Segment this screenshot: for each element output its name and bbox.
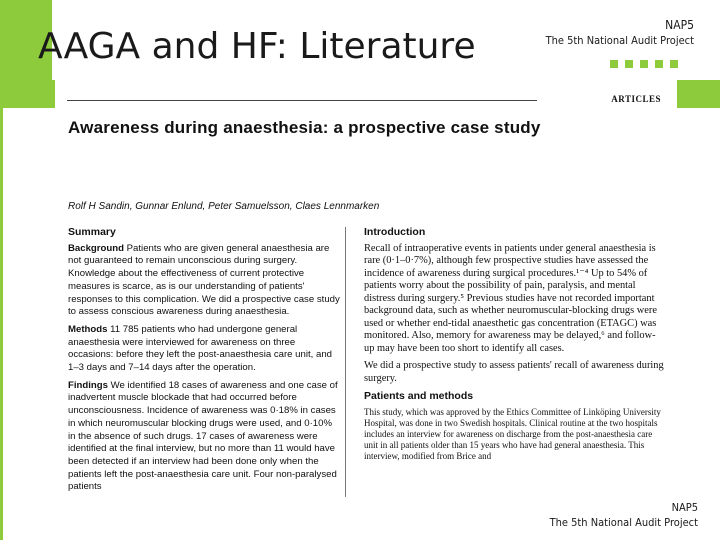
patients-methods-text: This study, which was approved by the Ethics Committee of Linköping University Hospital, was done in two Swedish hospitals. Clinical routine at the two hospitals includes an interview for awareness on discharge from the post-anaesthesia care unit in all patients older than 15 years who have had general anaesthesia. This interview, modified from Brice and <box>364 406 661 461</box>
logo-square-icon <box>640 60 648 68</box>
article-section-label: ARTICLES <box>611 94 661 104</box>
introduction-para1: Recall of intraoperative events in patients under general anaesthesia is rare (0·1–0·7%), although few prospective studies have assessed the incidence of awareness during surgical procedures.¹⁻⁴ Up to 54% of patients worry about the possibility of pain, paralysis, and mental distress during surgery.⁵ Previous studies have not recorded important background data, such as whether neuromuscular-blocking drugs were used or whether end-tidal anaesthetic gas concentration (ETAGC) was monitored. Also, memory for awareness may be delayed,⁶ and follow-up may have been too short to identify all cases. <box>364 242 657 354</box>
logo-square-icon <box>625 60 633 68</box>
footer-nap5-subtitle: The 5th National Audit Project <box>549 516 698 529</box>
footer-nap5 <box>550 500 698 530</box>
background-text: Patients who are given general anaesthesia are not guaranteed to remain unconscious during surgery. Knowledge about the effectiveness of current protective measures is scarce, as is our understanding of patients' responses to this complication. We did a prospective case study to assess conscious awareness during anaesthesia. <box>68 242 340 318</box>
summary-background <box>68 243 340 319</box>
nap5-logo-squares <box>610 60 678 68</box>
introduction-heading: Introduction <box>364 226 426 238</box>
findings-text: We identified 18 cases of awareness and one case of inadvertent muscle blockade that had occurred before unconsciousness. Incidence of awareness was 0·18% in cases in which neuromuscular blocking drugs were used, and 0·10% in the absence of such drugs. 17 cases of awareness were identified at the final interview, but no more than 11 would have been detected if an interview had been done only when the patients left the post-anaesthesia care unit. Four non-paralysed patients <box>68 379 338 493</box>
summary-heading: Summary <box>68 226 116 238</box>
logo-square-icon <box>670 60 678 68</box>
summary-column <box>68 226 340 499</box>
summary-findings <box>68 380 340 494</box>
article-scan <box>55 80 677 518</box>
background-label: Background <box>68 242 124 254</box>
article-headline: Awareness during anaesthesia: a prospective case study <box>68 118 541 137</box>
introduction-para2: We did a prospective study to assess patients' recall of awareness during surgery. <box>364 360 664 384</box>
methods-label: Methods <box>68 323 108 335</box>
nap5-label: NAP5 <box>665 18 694 32</box>
left-accent-strip <box>0 108 3 540</box>
footer-nap5-label: NAP5 <box>671 501 698 514</box>
introduction-column <box>364 226 664 467</box>
nap5-subtitle: The 5th National Audit Project <box>545 34 694 47</box>
logo-square-icon <box>610 60 618 68</box>
summary-methods <box>68 324 340 375</box>
nap5-logo-text <box>546 18 694 48</box>
logo-square-icon <box>655 60 663 68</box>
methods-text: 11 785 patients who had undergone general anaesthesia were interviewed for awareness on three occasions: before they left the post-anaesthesia care unit, and 1–3 days and 7–14 days after the operation. <box>68 323 332 374</box>
article-top-rule <box>67 100 537 101</box>
findings-label: Findings <box>68 379 108 391</box>
patients-methods-heading: Patients and methods <box>364 390 474 402</box>
slide-title: AAGA and HF: Literature <box>38 26 476 67</box>
column-divider <box>345 227 346 497</box>
article-authors: Rolf H Sandin, Gunnar Enlund, Peter Samuelsson, Claes Lennmarken <box>68 201 380 212</box>
